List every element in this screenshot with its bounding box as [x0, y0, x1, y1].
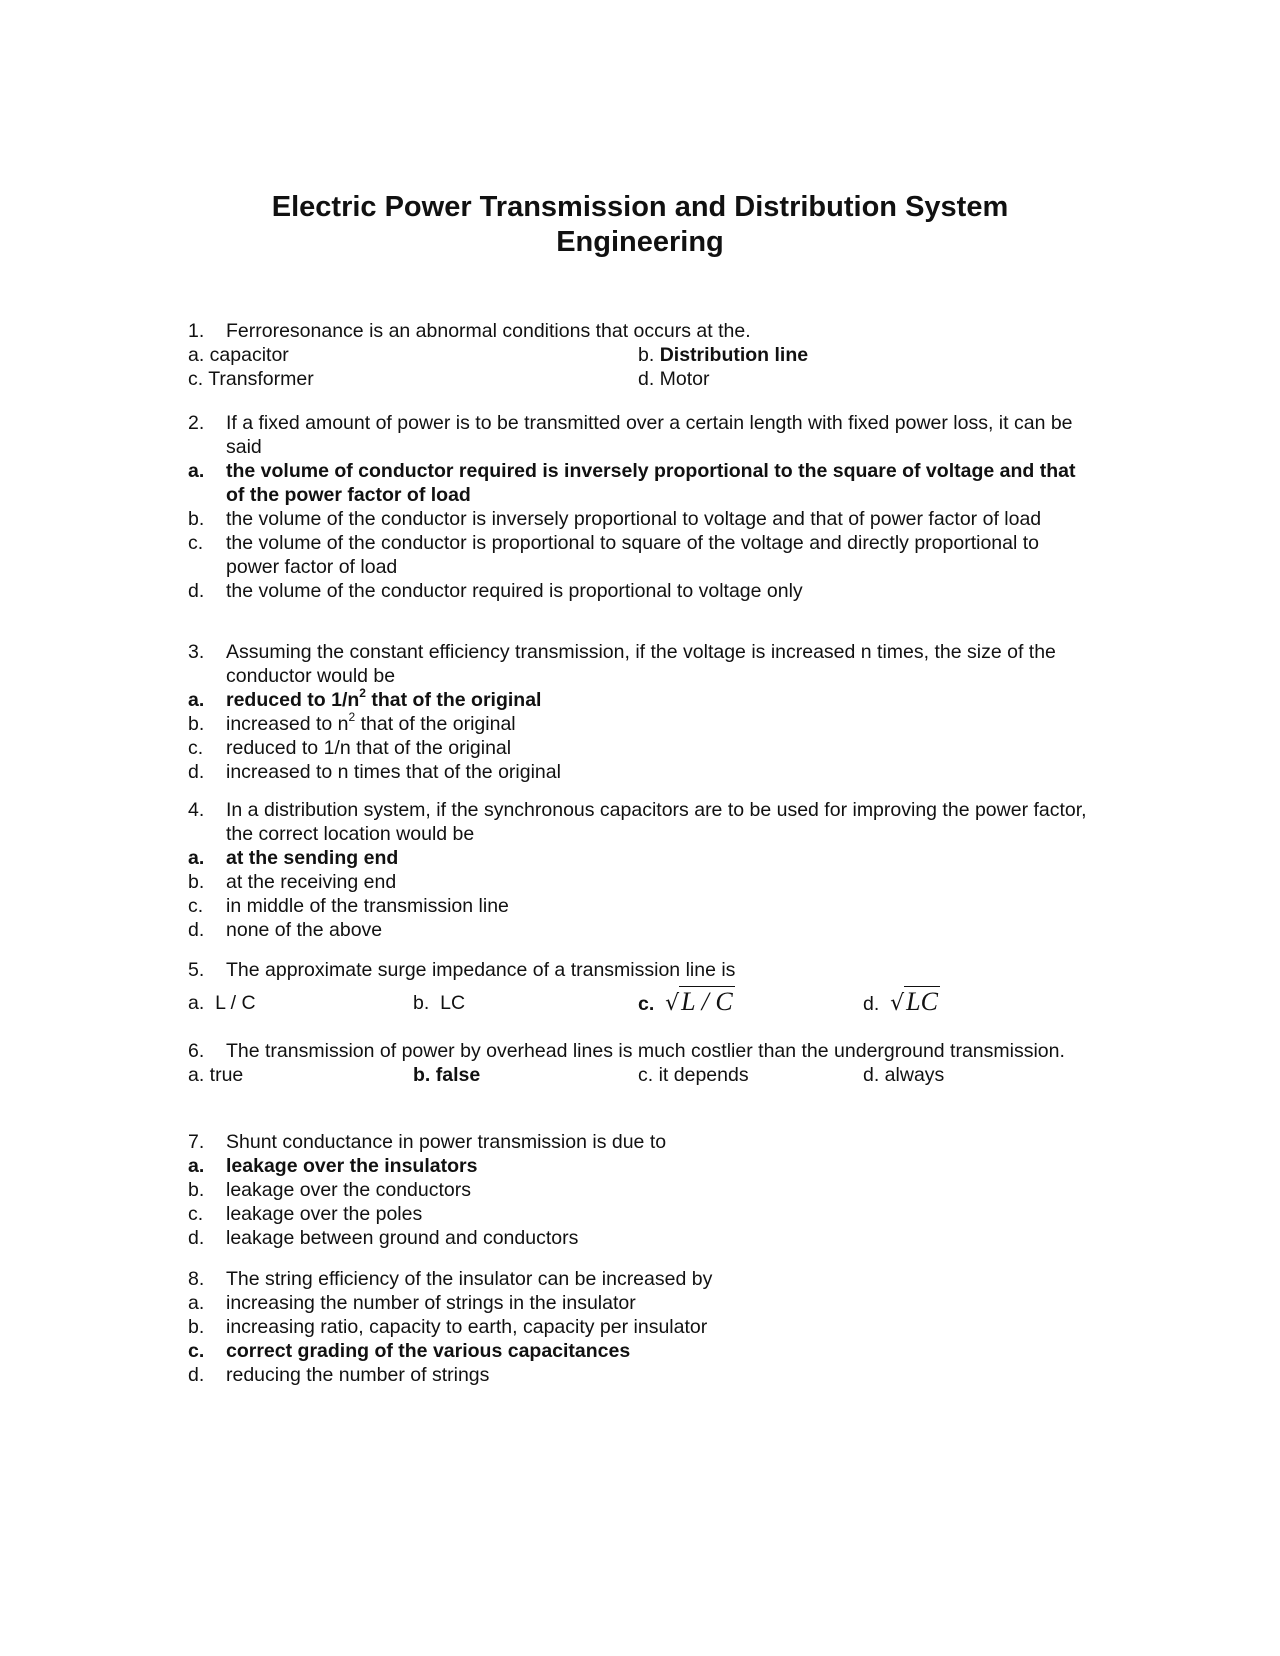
- option-c: [638, 987, 863, 1016]
- option-b: [413, 991, 638, 1015]
- option-b: [188, 1178, 1088, 1202]
- option-text: leakage over the conductors: [226, 1179, 471, 1201]
- question-number: 4.: [188, 799, 205, 821]
- option-text: leakage over the insulators: [226, 1155, 478, 1177]
- option-text: in middle of the transmission line: [226, 895, 509, 917]
- option-label: d.: [188, 919, 205, 941]
- option-label: b.: [638, 344, 655, 366]
- option-c: [188, 894, 1088, 918]
- option-label: a.: [188, 992, 205, 1014]
- option-label: c.: [188, 1340, 205, 1362]
- option-label: a.: [188, 1155, 205, 1177]
- option-d: d. always: [863, 1064, 945, 1086]
- question-number: 5.: [188, 959, 205, 981]
- option-label: b.: [188, 871, 205, 893]
- option-label: c.: [188, 737, 204, 759]
- question-5: [188, 958, 1088, 1020]
- question-7: [188, 1130, 1088, 1250]
- option-d: [863, 987, 1088, 1016]
- option-d: [188, 579, 1088, 603]
- option-label: c.: [188, 895, 204, 917]
- question-4: [188, 798, 1088, 942]
- question-number: 6.: [188, 1040, 205, 1062]
- option-c: c. it depends: [638, 1064, 749, 1086]
- option-b: [188, 507, 1088, 531]
- option-text: the volume of the conductor is inversely proportional to voltage and that of power factor of load: [226, 508, 1042, 530]
- question-2: [188, 411, 1088, 603]
- question-text: The transmission of power by overhead lines is much costlier than the underground transmission.: [226, 1040, 1065, 1062]
- option-text: increasing ratio, capacity to earth, capacity per insulator: [226, 1316, 708, 1338]
- option-label: b.: [413, 992, 430, 1014]
- option-formula: √L / C: [665, 987, 733, 1016]
- option-text: at the sending end: [226, 847, 399, 869]
- question-number: 7.: [188, 1131, 205, 1153]
- option-c: [188, 1202, 1088, 1226]
- option-a: a. true: [188, 1064, 244, 1086]
- option-b: [638, 343, 1088, 367]
- option-c: [188, 531, 1088, 579]
- option-text: reduced to 1/n that of the original: [226, 737, 512, 759]
- question-6: [188, 1039, 1088, 1087]
- option-text: the volume of the conductor is proportional to square of the voltage and directly proportional to power factor of load: [226, 532, 1039, 578]
- question-3: [188, 640, 1088, 784]
- question-1: [188, 319, 1088, 391]
- option-text: leakage between ground and conductors: [226, 1227, 579, 1249]
- question-text: In a distribution system, if the synchronous capacitors are to be used for improving the power factor, the correct location would be: [226, 799, 1087, 845]
- option-text: reducing the number of strings: [226, 1364, 490, 1386]
- sqrt-symbol: √: [890, 991, 905, 1016]
- title-line-2: Engineering: [556, 226, 724, 258]
- option-a: [188, 846, 1088, 870]
- option-text: L / C: [215, 992, 256, 1014]
- option-label: b.: [188, 1179, 205, 1201]
- option-b: [188, 712, 1088, 736]
- option-a: [188, 1154, 1088, 1178]
- option-text: increased to n times that of the original: [226, 761, 561, 783]
- option-d: [188, 760, 1088, 784]
- option-label: c.: [188, 1203, 204, 1225]
- option-label: c.: [638, 993, 655, 1015]
- option-b: b. false: [413, 1064, 481, 1086]
- option-b: [188, 1315, 1088, 1339]
- option-text: correct grading of the various capacitances: [226, 1340, 631, 1362]
- option-a: a. capacitor: [188, 344, 289, 366]
- option-d: [188, 1226, 1088, 1250]
- option-c: c. Transformer: [188, 368, 314, 390]
- option-text: increased to $n^2$ that of the original: [226, 710, 516, 735]
- option-label: d.: [863, 993, 880, 1015]
- option-a: [188, 991, 413, 1015]
- option-text: increasing the number of strings in the insulator: [226, 1292, 636, 1314]
- option-a: [188, 459, 1088, 507]
- option-a: [188, 688, 1088, 712]
- option-text: reduced to $1/n^2$ that of the original: [226, 686, 542, 711]
- option-text: leakage over the poles: [226, 1203, 423, 1225]
- option-c: [188, 1339, 1088, 1363]
- question-number: 3.: [188, 641, 205, 663]
- question-number: 1.: [188, 320, 205, 342]
- question-number: 2.: [188, 412, 205, 434]
- option-text: at the receiving end: [226, 871, 397, 893]
- question-text: Ferroresonance is an abnormal conditions that occurs at the.: [226, 320, 751, 342]
- option-label: a.: [188, 460, 205, 482]
- option-label: a.: [188, 847, 205, 869]
- option-label: b.: [188, 508, 205, 530]
- question-text: The approximate surge impedance of a transmission line is: [226, 959, 736, 981]
- question-text: Assuming the constant efficiency transmission, if the voltage is increased n times, the size of the conductor would be: [226, 641, 1056, 687]
- option-label: d.: [188, 1364, 205, 1386]
- question-text: Shunt conductance in power transmission is due to: [226, 1131, 667, 1153]
- title-line-1: Electric Power Transmission and Distribution System: [271, 191, 1009, 223]
- option-label: d.: [188, 761, 205, 783]
- option-c: [188, 736, 1088, 760]
- option-text: LC: [440, 992, 466, 1014]
- question-text: If a fixed amount of power is to be transmitted over a certain length with fixed power loss, it can be said: [226, 412, 1073, 458]
- option-text: Distribution line: [659, 344, 809, 366]
- question-text: The string efficiency of the insulator can be increased by: [226, 1268, 713, 1290]
- option-d: [188, 1363, 1088, 1387]
- option-label: c.: [188, 532, 204, 554]
- option-label: a.: [188, 1292, 205, 1314]
- question-number: 8.: [188, 1268, 205, 1290]
- option-label: a.: [188, 689, 205, 711]
- option-text: none of the above: [226, 919, 383, 941]
- option-d: [188, 918, 1088, 942]
- option-b: [188, 870, 1088, 894]
- option-text: the volume of the conductor required is proportional to voltage only: [226, 580, 803, 602]
- option-formula: √LC: [890, 987, 938, 1016]
- sqrt-symbol: √: [665, 991, 680, 1016]
- option-label: b.: [188, 713, 205, 735]
- option-label: b.: [188, 1316, 205, 1338]
- option-label: d.: [188, 580, 205, 602]
- option-d: d. Motor: [638, 368, 710, 390]
- option-text: the volume of conductor required is inversely proportional to the square of voltage and that of the power factor of load: [226, 460, 1076, 506]
- question-8: [188, 1267, 1088, 1387]
- option-label: d.: [188, 1227, 205, 1249]
- document-title: [180, 190, 1100, 260]
- option-a: [188, 1291, 1088, 1315]
